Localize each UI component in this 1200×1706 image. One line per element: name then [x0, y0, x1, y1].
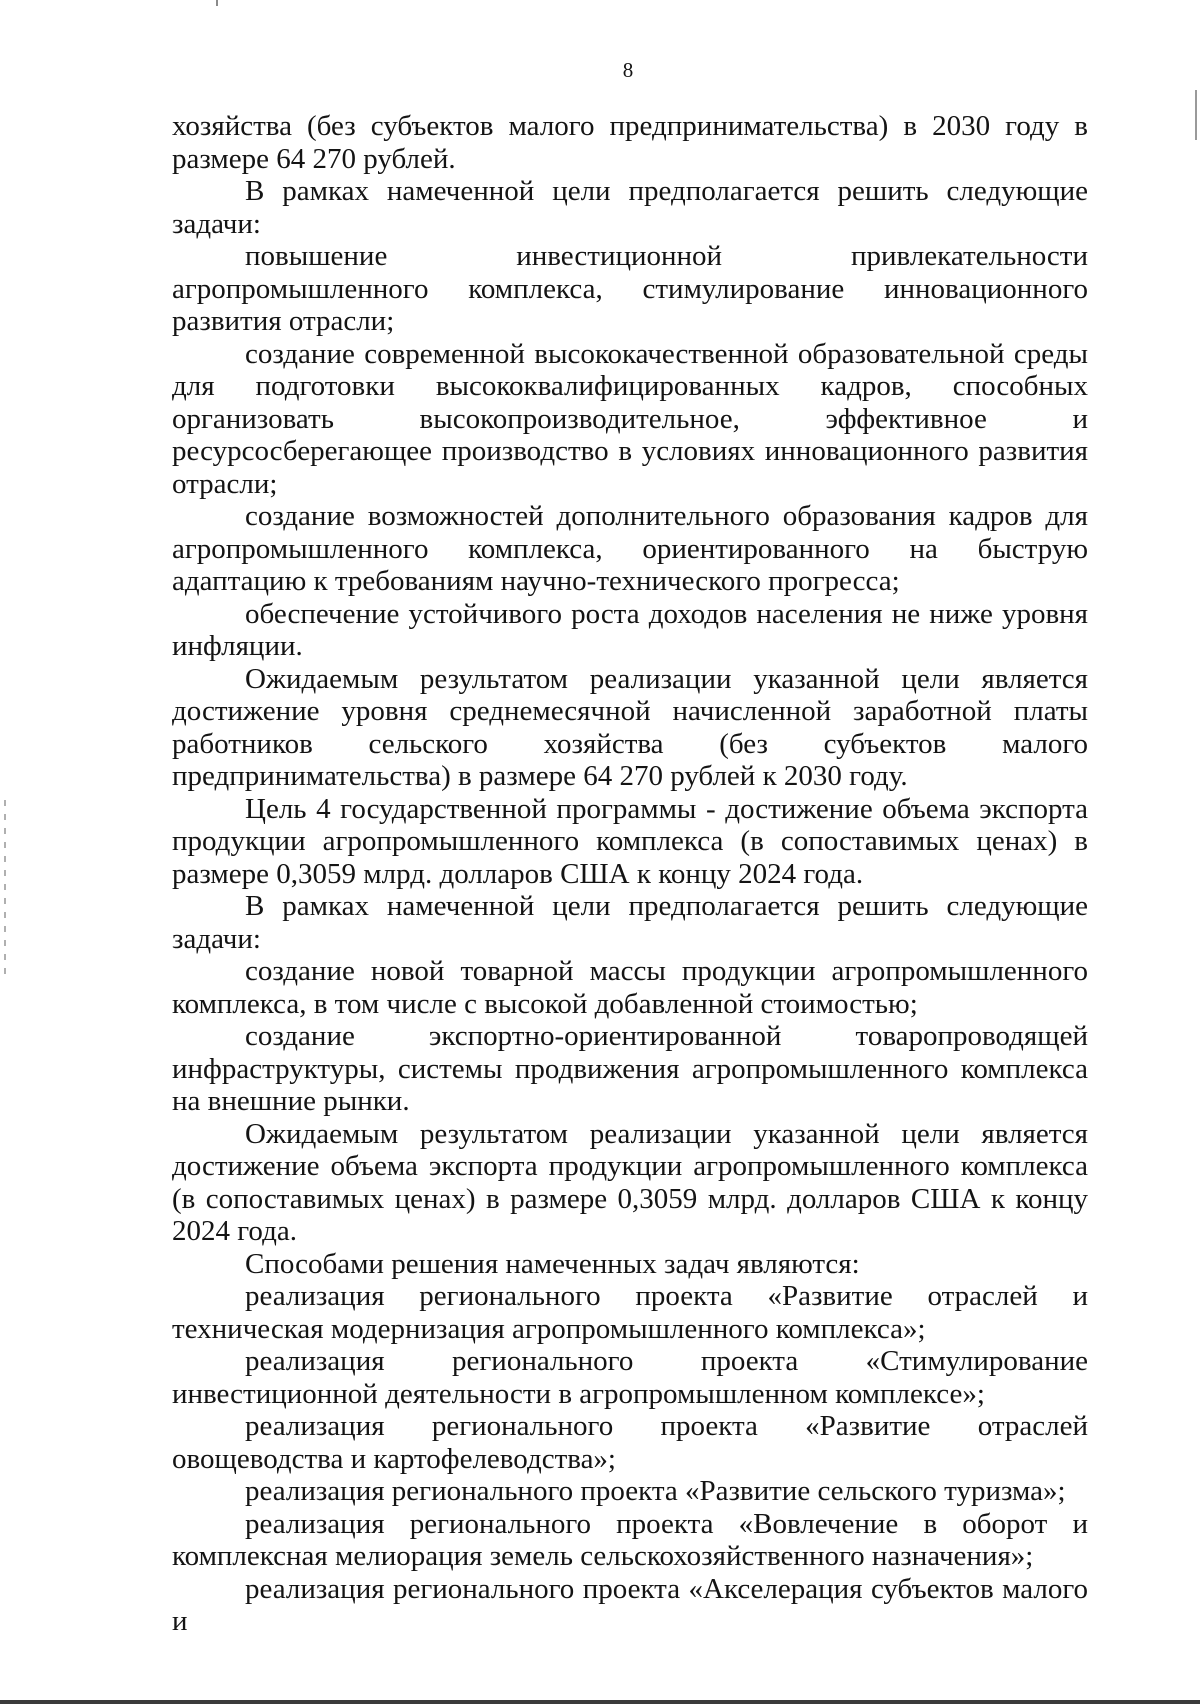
paragraph-project: реализация регионального проекта «Акселерация субъектов малого и	[172, 1572, 1088, 1637]
paragraph-expected-result: Ожидаемым результатом реализации указанной цели является достижение уровня среднемесячной начисленной заработной платы работников сельского хозяйства (без субъектов малого предпринимательства) в размере 64 270 рублей к 2030 году.	[172, 662, 1088, 792]
paragraph-project: реализация регионального проекта «Развитие сельского туризма»;	[245, 1475, 1066, 1507]
paragraph-project: реализация регионального проекта «Стимулирование инвестиционной деятельности в агропромышленном комплексе»;	[172, 1345, 1088, 1410]
paragraph-task: обеспечение устойчивого роста доходов населения не ниже уровня инфляции.	[172, 597, 1088, 662]
paragraph-project: реализация регионального проекта «Развитие отраслей овощеводства и картофелеводства»;	[172, 1410, 1088, 1475]
page-number: 8	[622, 58, 634, 82]
scan-edge-line-bottom	[0, 1700, 1200, 1704]
scan-edge-marks-left	[4, 800, 6, 980]
paragraph-goal-4: Цель 4 государственной программы - достижение объема экспорта продукции агропромышленного комплекса (в сопоставимых ценах) в размере 0,3059 млрд. долларов США к концу 2024 года.	[172, 792, 1088, 890]
scan-edge-mark-top	[216, 0, 218, 6]
document-body	[172, 110, 1088, 1638]
paragraph-task: создание современной высококачественной образовательной среды для подготовки высококвалифицированных кадров, способных организовать высокопроизводительное, эффективное и ресурсосберегающее производство в условиях инновационного развития отрасли;	[172, 337, 1088, 500]
paragraph-expected-result: Ожидаемым результатом реализации указанной цели является достижение объема экспорта продукции агропромышленного комплекса (в сопоставимых ценах) в размере 0,3059 млрд. долларов США к концу 2024 года.	[172, 1117, 1088, 1247]
paragraph-project: реализация регионального проекта «Вовлечение в оборот и комплексная мелиорация земель сельскохозяйственного назначения»;	[172, 1507, 1088, 1572]
paragraph-task: создание новой товарной массы продукции агропромышленного комплекса, в том числе с высокой добавленной стоимостью;	[172, 955, 1088, 1020]
paragraph-task: создание экспортно-ориентированной товаропроводящей инфраструктуры, системы продвижения агропромышленного комплекса на внешние рынки.	[172, 1020, 1088, 1117]
paragraph-methods-intro: Способами решения намеченных задач являются:	[245, 1247, 860, 1280]
paragraph-continuation: хозяйства (без субъектов малого предпринимательства) в 2030 году в размере 64 270 рублей.	[172, 110, 1088, 175]
scan-edge-mark-right	[1195, 90, 1197, 140]
paragraph-task: создание возможностей дополнительного образования кадров для агропромышленного комплекса, ориентированного на быструю адаптацию к требованиям научно-технического прогресса;	[172, 500, 1088, 597]
paragraph-tasks-intro: В рамках намеченной цели предполагается решить следующие задачи:	[172, 175, 1088, 240]
paragraph-task: повышение инвестиционной привлекательности агропромышленного комплекса, стимулирование инновационного развития отрасли;	[172, 240, 1088, 337]
paragraph-project: реализация регионального проекта «Развитие отраслей и техническая модернизация агропромышленного комплекса»;	[172, 1280, 1088, 1345]
paragraph-tasks-intro: В рамках намеченной цели предполагается решить следующие задачи:	[172, 890, 1088, 955]
